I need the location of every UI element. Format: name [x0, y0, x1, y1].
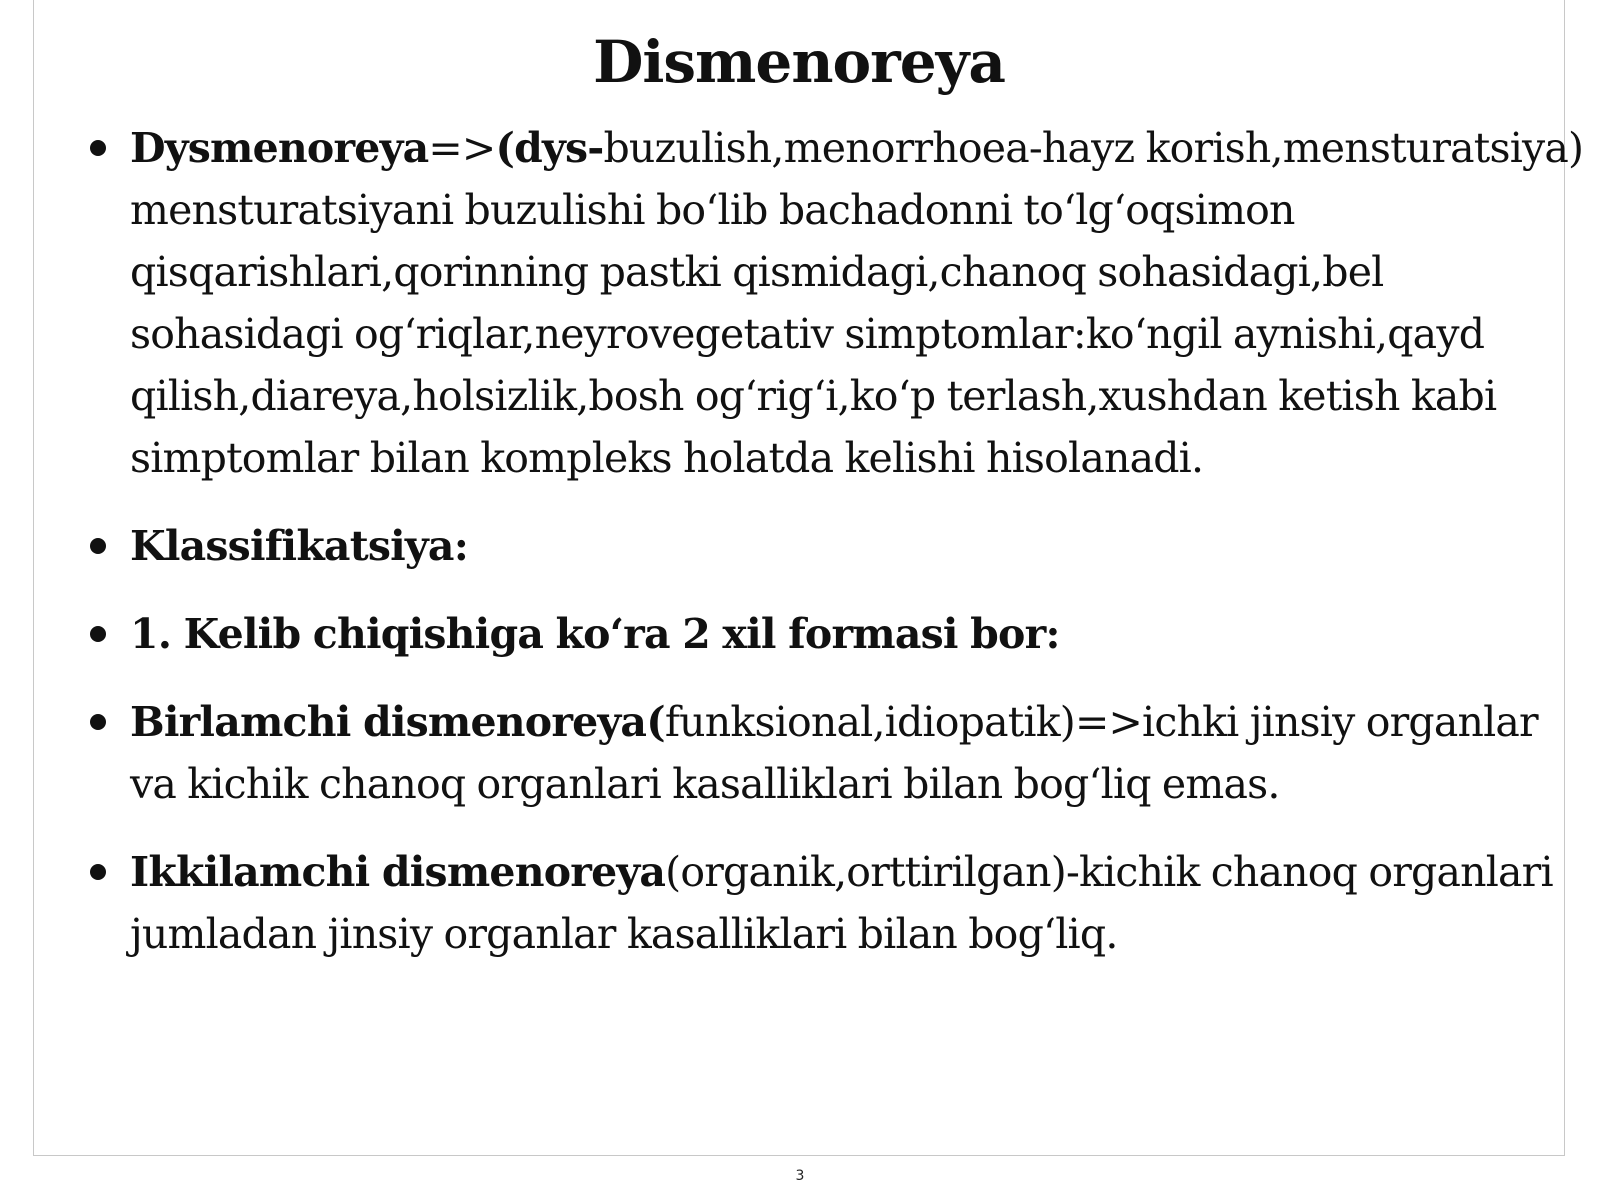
bullet-dot-icon	[90, 714, 106, 730]
primary-text: funksional,idiopatik)=>ichki jinsiy organlar va kichik chanoq organlari kasalliklari bilan bog‘liq emas.	[130, 698, 1538, 808]
bullet-primary-dysmenorrhea	[84, 691, 1584, 815]
term-secondary: Ikkilamchi dismenoreya	[130, 848, 666, 896]
bullet-definition	[84, 117, 1584, 489]
term-dys-prefix: (dys-	[495, 124, 604, 172]
definition-arrow: =>	[428, 124, 496, 172]
slide-frame	[33, 0, 1584, 1156]
bullet-dot-icon	[90, 140, 106, 156]
secondary-text: (organik,orttirilgan)-kichik chanoq organlari jumladan jinsiy organlar kasalliklari bilan bog‘liq.	[130, 848, 1553, 958]
bullet-secondary-dysmenorrhea	[84, 841, 1584, 965]
bullet-dot-icon	[90, 538, 106, 554]
origin-forms-heading: 1. Kelib chiqishiga ko‘ra 2 xil formasi bor:	[130, 610, 1060, 658]
bullet-dot-icon	[90, 626, 106, 642]
bullet-dot-icon	[90, 864, 106, 880]
definition-text: buzulish,menorrhoea-hayz korish,mensturatsiya) mensturatsiyani buzulishi bo‘lib bachadonni to‘lg‘oqsimon qisqarishlari,qorinning pastki qismidagi,chanoq sohasidagi,bel sohasidagi og‘riqlar,neyrovegetativ simptomlar:ko‘ngil aynishi,qayd qilish,diareya,holsizlik,bosh og‘rig‘i,ko‘p terlash,xushdan ketish kabi simptomlar bilan kompleks holatda kelishi hisolanadi.	[130, 124, 1584, 482]
bullet-classification	[84, 515, 1584, 577]
slide-title: Dismenoreya	[593, 28, 1005, 96]
page-number: 3	[795, 1168, 805, 1184]
bullet-origin-forms	[84, 603, 1584, 665]
classification-heading: Klassifikatsiya:	[130, 522, 469, 570]
term-dysmenoreya: Dysmenoreya	[130, 124, 429, 172]
bullet-list	[84, 117, 1584, 965]
term-primary: Birlamchi dismenoreya(	[130, 698, 665, 746]
